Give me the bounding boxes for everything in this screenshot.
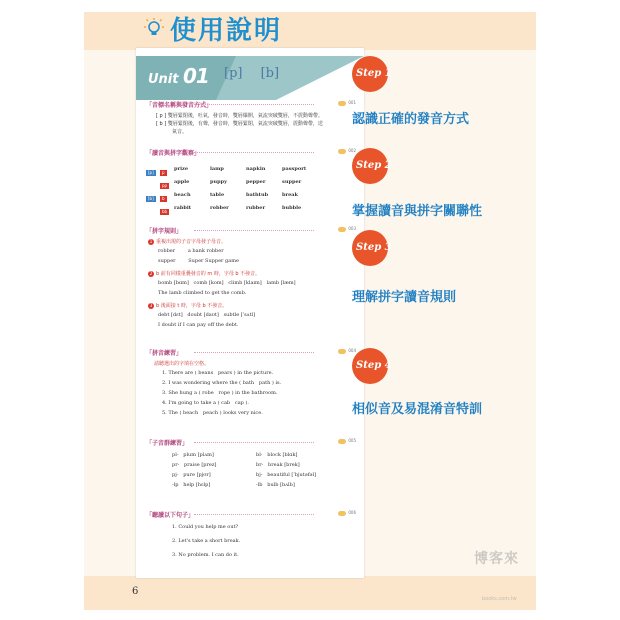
- section-divider: [194, 514, 314, 515]
- cluster-item: bj- beautiful [ˈbjutəfəl]: [256, 472, 317, 478]
- word-cell: table: [210, 191, 225, 198]
- description-line: 氣音。: [172, 129, 188, 135]
- word-cell: supper: [282, 178, 302, 185]
- footer-band: [84, 576, 536, 610]
- sentence-line: 1. Could you help me out?: [172, 524, 239, 530]
- track-code: 003: [348, 226, 356, 231]
- exercise-line: 4. I'm going to take a ( cab cap ).: [162, 400, 250, 406]
- track-code: 006: [348, 510, 356, 515]
- cluster-item: -lb bulb [bʌlb]: [256, 482, 295, 488]
- track-code: 004: [348, 348, 356, 353]
- section-divider: [194, 152, 314, 153]
- cd-icon: [338, 101, 346, 106]
- rule-3: [148, 302, 227, 309]
- unit-word: Unit: [148, 72, 179, 87]
- spelling-marker: pp: [162, 183, 168, 188]
- spelling-marker: bb: [162, 209, 168, 214]
- rule-text: b 前有同樣重疊發音的 m 時，字母 b 不發音。: [156, 271, 261, 277]
- word-cell: apple: [174, 178, 190, 185]
- rule-number: 2: [149, 270, 153, 276]
- word-cell: passport: [282, 165, 307, 172]
- spelling-marker: p: [162, 170, 165, 175]
- cluster-item: bl- block [blɑk]: [256, 452, 298, 458]
- word-cell: bathtub: [246, 191, 269, 198]
- section-4-title: 「 拼音練習 」: [146, 348, 182, 357]
- word-cell: pepper: [246, 178, 266, 185]
- description-line: [ b ] 雙唇緊閉後，有聲，發音時，雙唇緊閉，氣流突破雙唇，震動聲帶，送: [156, 121, 323, 127]
- word-cell: lamp: [210, 165, 224, 172]
- audio-track[interactable]: [338, 226, 356, 232]
- sentence-line: 3. No problem. I can do it.: [172, 552, 239, 558]
- rule-number: 1: [149, 238, 153, 244]
- cd-icon: [338, 511, 346, 516]
- word-grid: [146, 162, 356, 214]
- exercise-line: 3. She hung a ( robe rope ) in the bathroom.: [162, 390, 278, 396]
- step-2-description: 掌握讀音與拼字關聯性: [352, 204, 483, 219]
- step-2-label: Step 2: [356, 160, 392, 171]
- rule-text: b 後面接 t 時，字母 b 不發音。: [156, 303, 228, 309]
- rule-number: 3: [149, 302, 153, 308]
- watermark-url: books.com.tw: [482, 596, 517, 602]
- rule-example: The lamb climbed to get the comb.: [158, 290, 247, 296]
- spelling-marker: b: [162, 196, 165, 201]
- cluster-item: pr- praise [prez]: [172, 462, 217, 468]
- cd-icon: [338, 439, 346, 444]
- cd-icon: [338, 149, 346, 154]
- step-1-description: 認識正確的發音方式: [352, 112, 470, 127]
- exercise-line: 1. There are ( beans pears ) in the picture.: [162, 370, 274, 376]
- word-cell: prize: [174, 165, 189, 172]
- audio-track[interactable]: [338, 510, 356, 516]
- rule-example: debt [dɛt] doubt [daʊt] subtle [ˈsʌtl]: [158, 312, 256, 318]
- exercise-line: 5. The ( beach peach ) looks very nice.: [162, 410, 263, 416]
- cluster-item: br- break [brek]: [256, 462, 300, 468]
- exercise-instruction: 請聽選出的字填在空格。: [154, 361, 210, 367]
- word-cell: bubble: [282, 204, 302, 211]
- word-row: [146, 201, 356, 214]
- step-3-description: 理解拼字讀音規則: [352, 290, 457, 305]
- audio-track[interactable]: [338, 148, 356, 154]
- rule-2: [148, 270, 260, 277]
- word-cell: rabbit: [174, 204, 192, 211]
- rule-example: robber a bank robber: [158, 248, 224, 254]
- sentence-line: 2. Let's take a short break.: [172, 538, 241, 544]
- section-divider: [194, 442, 314, 443]
- word-cell: break: [282, 191, 299, 198]
- page-number: 6: [132, 586, 139, 597]
- section-divider: [194, 230, 314, 231]
- word-cell: beach: [174, 191, 191, 198]
- rule-example: bomb [bɑm] comb [kom] climb [klaɪm] lamb [læm]: [158, 280, 296, 286]
- track-code: 005: [348, 438, 356, 443]
- section-1-title: 「 音標名稱與發音方式 」: [146, 100, 212, 109]
- section-2-title: 「 讀音與拼字觀察 」: [146, 148, 200, 157]
- unit-number: 01: [183, 64, 209, 88]
- rule-1: [148, 238, 226, 245]
- track-code: 002: [348, 148, 356, 153]
- rule-text: 重複出現的子音字母發子母音。: [156, 239, 227, 245]
- description-line: [ p ] 雙唇緊閉後，吐氣，發音時，雙唇爆開，氣流突破雙唇，不震動聲帶。: [156, 113, 323, 119]
- page-title: 使用說明: [170, 16, 283, 46]
- step-3-label: Step 3: [356, 242, 392, 253]
- lightbulb-icon: [144, 18, 164, 40]
- word-row: [146, 188, 356, 201]
- unit-label: [148, 64, 209, 88]
- section-5-title: 「 子音群練習 」: [146, 438, 188, 447]
- section-6-title: 「 聽讀以下句子 」: [146, 510, 194, 519]
- cluster-item: pl- plum [plʌm]: [172, 452, 214, 458]
- watermark-logo: 博客來: [474, 551, 519, 567]
- cd-icon: [338, 227, 346, 232]
- audio-track[interactable]: [338, 438, 356, 444]
- step-4-label: Step 4: [356, 360, 392, 371]
- word-cell: puppy: [210, 178, 228, 185]
- rule-example: supper Super Supper game: [158, 258, 239, 264]
- word-cell: rubber: [246, 204, 266, 211]
- section-3-title: 「 拼字規則 」: [146, 226, 182, 235]
- step-1-label: Step 1: [356, 68, 392, 79]
- section-divider: [194, 352, 314, 353]
- word-cell: robber: [210, 204, 229, 211]
- word-row: [146, 175, 356, 188]
- lesson-sheet: [136, 48, 364, 578]
- section-divider: [194, 104, 314, 105]
- word-cell: napkin: [246, 165, 266, 172]
- cluster-item: -lp help [hɛlp]: [172, 482, 211, 488]
- word-row: [146, 162, 356, 175]
- phoneme-tag: [b]: [148, 196, 154, 201]
- audio-track[interactable]: [338, 100, 356, 106]
- unit-phonemes: [p] [b]: [224, 66, 280, 81]
- step-4-description: 相似音及易混淆音特訓: [352, 402, 483, 417]
- cluster-item: pj- pure [pjʊr]: [172, 472, 211, 478]
- rule-example: I doubt if I can pay off the debt.: [158, 322, 239, 328]
- track-code: 001: [348, 100, 356, 105]
- audio-track[interactable]: [338, 348, 356, 354]
- cd-icon: [338, 349, 346, 354]
- phoneme-tag: [p]: [148, 170, 154, 175]
- exercise-line: 2. I was wondering where the ( bath path ) is.: [162, 380, 282, 386]
